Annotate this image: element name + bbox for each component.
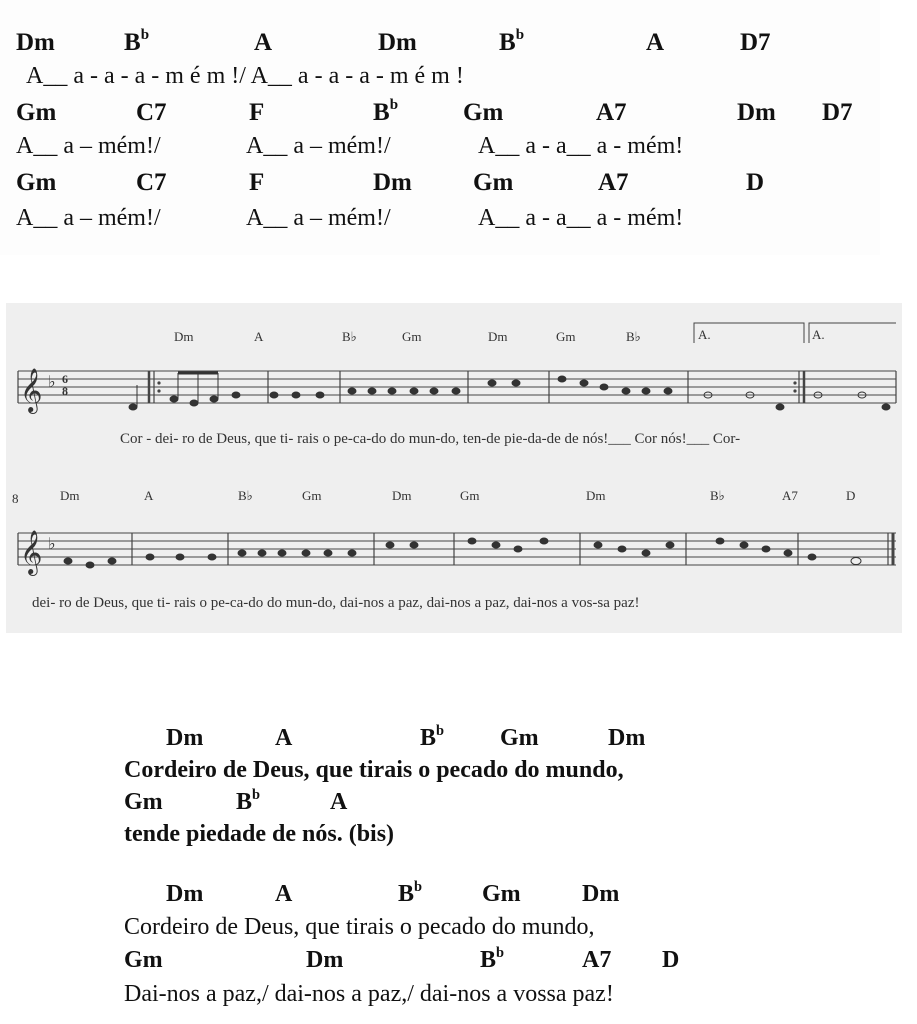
- chord: A7: [582, 947, 612, 973]
- chord: F: [249, 99, 265, 126]
- chord: D7: [822, 99, 853, 126]
- chord: $B^b$: [398, 879, 423, 907]
- score-chord: Gm: [460, 488, 480, 503]
- score-chord: Gm: [302, 488, 322, 503]
- chord: Dm: [378, 29, 417, 56]
- chord: Gm: [16, 169, 57, 196]
- score-chord: Gm: [402, 329, 422, 344]
- amen-lyric-line-1: A__ a - a - a - m é m !/ A__ a - a - a - m é m !: [26, 63, 464, 89]
- score-chord: A: [144, 488, 154, 503]
- lamb-lyric-line-1: Cordeiro de Deus, que tirais o pecado do mundo,: [124, 757, 624, 783]
- sheet-music-score: [6, 303, 902, 633]
- volta-2: A.: [812, 327, 825, 342]
- chord: $B^b$: [124, 27, 150, 56]
- chord: C7: [136, 99, 167, 126]
- chord: Dm: [166, 725, 204, 751]
- score-chord: Dm: [174, 329, 194, 344]
- lamb-lyric-line-3: Cordeiro de Deus, que tirais o pecado do mundo,: [124, 914, 595, 940]
- chord: Dm: [306, 947, 344, 973]
- chord: $B^b$: [420, 723, 445, 751]
- flat-icon: ♭: [48, 536, 56, 553]
- chord: Gm: [473, 169, 514, 196]
- score-chord: Dm: [60, 488, 80, 503]
- treble-clef-icon: 𝄞: [20, 530, 43, 574]
- volta-1: A.: [698, 327, 711, 342]
- score-chord: A: [254, 329, 264, 344]
- chord: Gm: [463, 99, 504, 126]
- time-signature: 6: [62, 372, 68, 386]
- score-chord: Dm: [586, 488, 606, 503]
- chord: Dm: [608, 725, 646, 751]
- score-chord: D: [846, 488, 856, 503]
- flat-icon: ♭: [48, 374, 56, 391]
- score-chord: Dm: [392, 488, 412, 503]
- measure-number: 8: [12, 491, 19, 506]
- chord: Dm: [166, 881, 204, 907]
- chord: A: [646, 29, 665, 56]
- score-chord: B♭: [626, 329, 641, 344]
- treble-clef-icon: 𝄞: [20, 368, 43, 412]
- chord: $B^b$: [236, 787, 261, 815]
- score-chord: B♭: [238, 488, 253, 503]
- chord: Gm: [16, 99, 57, 126]
- score-lyrics-2: dei- ro de Deus, que ti- rais o pe-ca-do do mun-do, dai-nos a paz, dai-nos a paz, dai-nos a vos-sa paz!: [32, 595, 640, 611]
- score-svg: [6, 303, 902, 633]
- score-chord: Dm: [488, 329, 508, 344]
- chord: Gm: [124, 789, 163, 815]
- chord: D: [662, 947, 680, 973]
- chord: Gm: [482, 881, 521, 907]
- lamb-lyric-line-2: tende piedade de nós. (bis): [124, 821, 395, 847]
- chord: C7: [136, 169, 167, 196]
- svg-text:8: 8: [62, 384, 68, 398]
- chord: A: [330, 789, 348, 815]
- score-lyrics-1: Cor - dei- ro de Deus, que ti- rais o pe-ca-do do mun-do, ten-de pie-da-de de nós!___ Cor nós!___ Cor-: [120, 431, 741, 447]
- chord: $B^b$: [373, 97, 399, 126]
- chord: Dm: [373, 169, 412, 196]
- chord: A7: [598, 169, 629, 196]
- chord: Gm: [500, 725, 539, 751]
- chord: A: [254, 29, 273, 56]
- chord: Dm: [737, 99, 776, 126]
- chord: D7: [740, 29, 771, 56]
- score-chord: B♭: [710, 488, 725, 503]
- score-chord: A7: [782, 488, 798, 503]
- chord: $B^b$: [499, 27, 525, 56]
- chord: A: [275, 725, 293, 751]
- notes-2: [64, 538, 861, 568]
- score-chord: Gm: [556, 329, 576, 344]
- lamb-lyric-line-4: Dai-nos a paz,/ dai-nos a paz,/ dai-nos a vossa paz!: [124, 981, 614, 1007]
- chord: Dm: [582, 881, 620, 907]
- chord: Gm: [124, 947, 163, 973]
- chord: Dm: [16, 29, 55, 56]
- chord: D: [746, 169, 765, 196]
- chord: A: [275, 881, 293, 907]
- chord: $B^b$: [480, 945, 505, 973]
- chord: F: [249, 169, 265, 196]
- score-chord: B♭: [342, 329, 357, 344]
- chord: A7: [596, 99, 627, 126]
